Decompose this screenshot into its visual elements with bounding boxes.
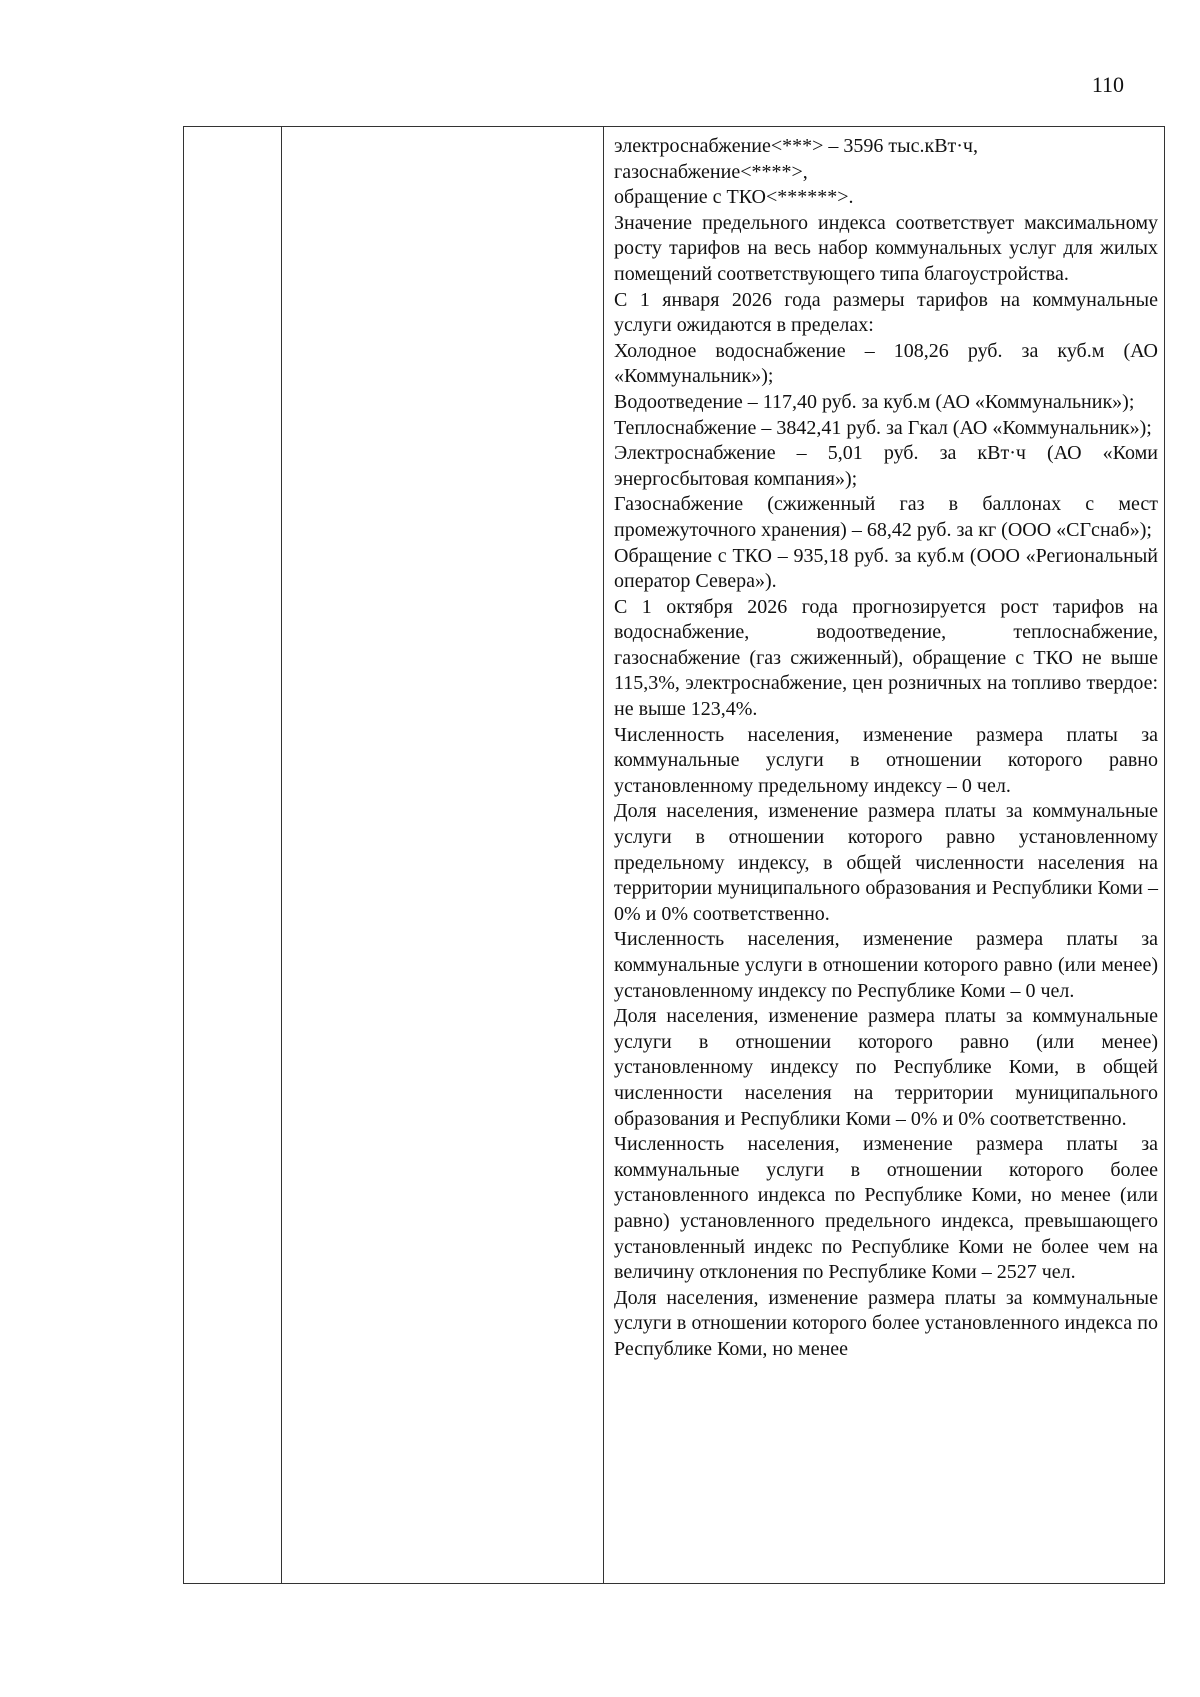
- paragraph: Холодное водоснабжение – 108,26 руб. за куб.м (АО «Коммунальник»);: [614, 339, 1158, 388]
- paragraph: Доля населения, изменение размера платы за коммунальные услуги в отношении которого равно установленному предельному индексу, в общей численности населения на территории муниципального образования и Республики Коми – 0% и 0% соответственно.: [614, 800, 1158, 925]
- paragraph: Численность населения, изменение размера платы за коммунальные услуги в отношении которого равно (или менее) установленному индексу по Республике Коми – 0 чел.: [614, 928, 1158, 1002]
- paragraph: Численность населения, изменение размера платы за коммунальные услуги в отношении которого равно установленному предельному индексу – 0 чел.: [614, 723, 1158, 797]
- paragraph: Численность населения, изменение размера платы за коммунальные услуги в отношении которого более установленного индекса по Республике Коми, но менее (или равно) установленного предельного индекса, превышающего установленный индекс по Республике Коми не более чем на величину отклонения по Республике Коми – 2527 чел.: [614, 1133, 1158, 1284]
- table-cell-description: [604, 127, 1165, 1584]
- paragraph: обращение с ТКО<******>.: [614, 186, 854, 209]
- paragraph: Теплоснабжение – 3842,41 руб. за Гкал (АО «Коммунальник»);: [614, 416, 1152, 439]
- cell-text-block: [604, 127, 1164, 1363]
- paragraph: С 1 января 2026 года размеры тарифов на коммунальные услуги ожидаются в пределах:: [614, 288, 1158, 337]
- table-cell-number: [184, 127, 282, 1584]
- paragraph: С 1 октября 2026 года прогнозируется рост тарифов на водоснабжение, водоотведение, теплоснабжение, газоснабжение (газ сжиженный), обращение с ТКО не выше 115,3%, электроснабжение, цен розничных на топливо твердое: не выше 123,4%.: [614, 595, 1158, 721]
- paragraph: Значение предельного индекса соответствует максимальному росту тарифов на весь набор коммунальных услуг для жилых помещений соответствующего типа благоустройства.: [614, 211, 1158, 285]
- paragraph: газоснабжение<****>,: [614, 160, 808, 183]
- page-number: 110: [1091, 72, 1124, 97]
- paragraph: Электроснабжение – 5,01 руб. за кВт·ч (АО «Коми энергосбытовая компания»);: [614, 442, 1158, 490]
- table-row: [184, 127, 1165, 1584]
- paragraph: Газоснабжение (сжиженный газ в баллонах с мест промежуточного хранения) – 68,42 руб. за кг (ООО «СГснаб»);: [614, 493, 1158, 541]
- paragraph: Водоотведение – 117,40 руб. за куб.м (АО «Коммунальник»);: [614, 390, 1135, 413]
- paragraph: Доля населения, изменение размера платы за коммунальные услуги в отношении которого равно (или менее) установленному индексу по Республике Коми, в общей численности населения на территории муниципального образования и Республики Коми – 0% и 0% соответственно.: [614, 1005, 1158, 1130]
- paragraph: Доля населения, изменение размера платы за коммунальные услуги в отношении которого более установленного индекса по Республике Коми, но менее: [614, 1286, 1158, 1360]
- document-table: [183, 126, 1165, 1584]
- paragraph: Обращение с ТКО – 935,18 руб. за куб.м (ООО «Региональный оператор Севера»).: [614, 544, 1158, 593]
- paragraph: электроснабжение<***> – 3596 тыс.кВт·ч,: [614, 135, 978, 157]
- table-cell-name: [282, 127, 604, 1584]
